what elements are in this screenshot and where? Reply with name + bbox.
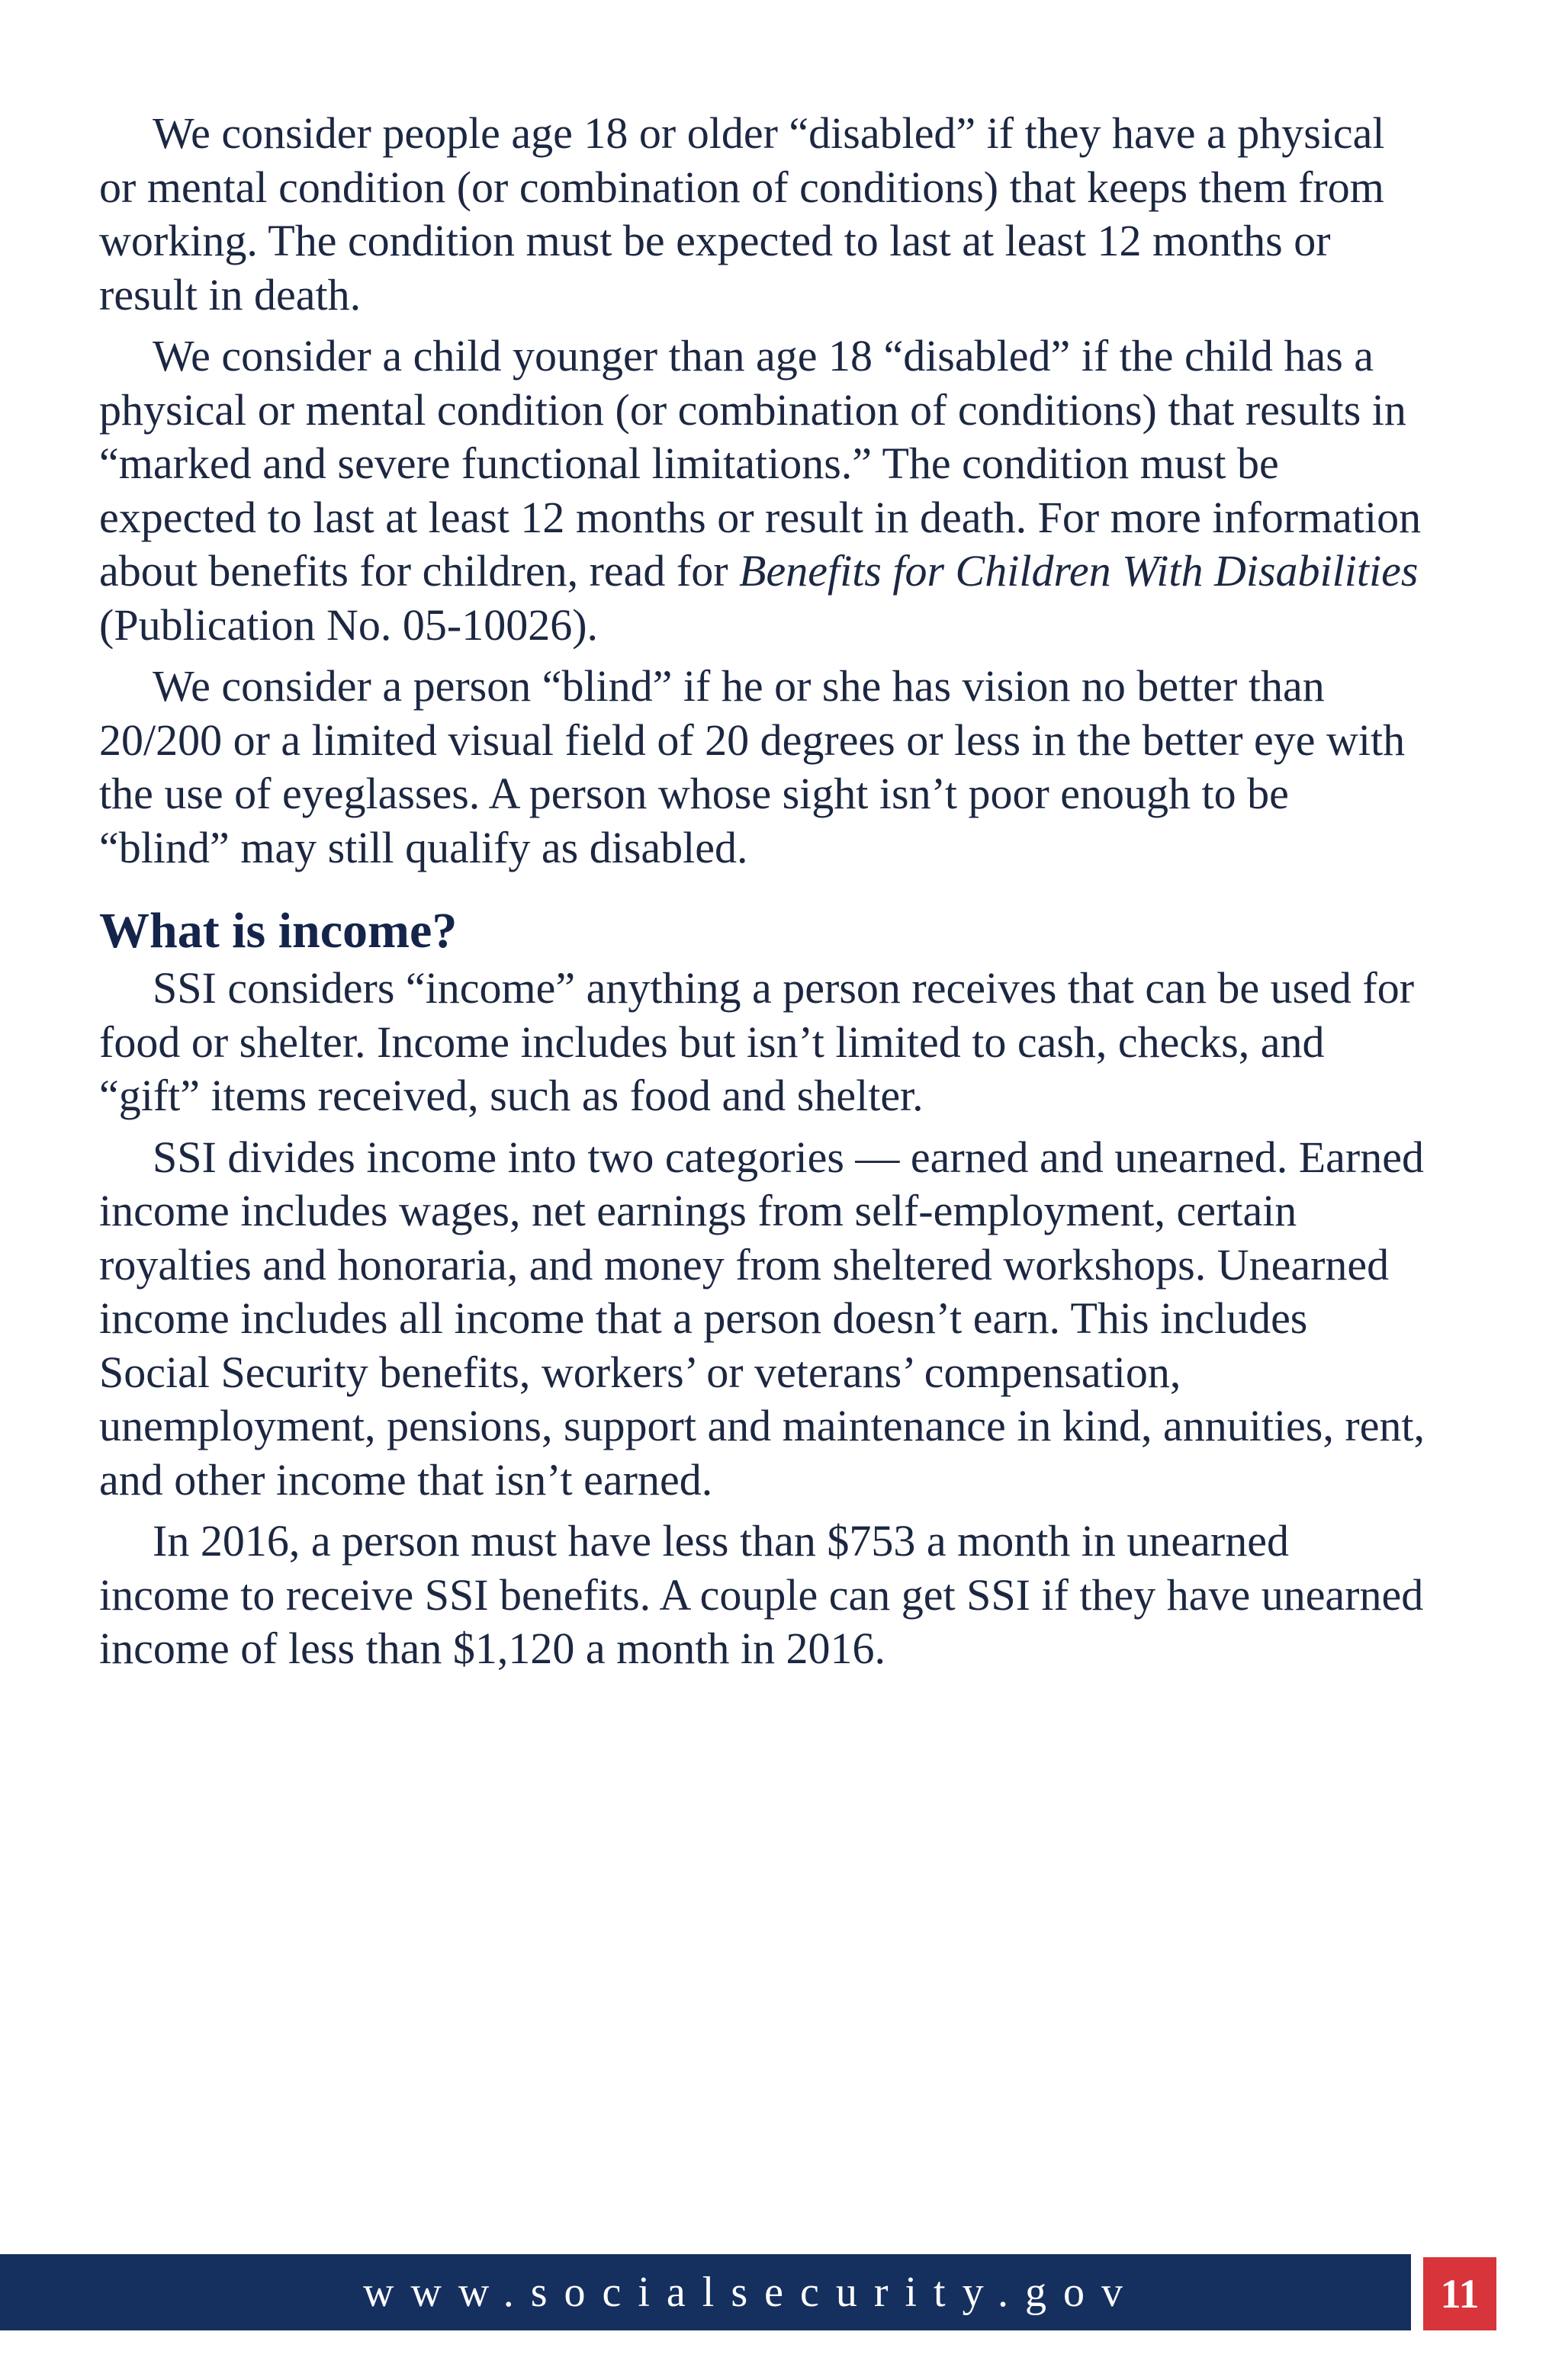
income-definition-paragraph: SSI considers “income” anything a person receives that can be used for food or shelter. Income includes but isn’t limited to cash, checks, and “gift” items received, such as food and shelter. [99, 963, 1415, 1120]
income-limits-paragraph: In 2016, a person must have less than $753 a month in unearned income to receive SSI benefits. A couple can get SSI if they have unearned income of less than $1,120 a month in 2016. [99, 1516, 1424, 1673]
income-categories-paragraph: SSI divides income into two categories — earned and unearned. Earned income includes wages, net earnings from self-employment, certain royalties and honoraria, and money from sheltered workshops. Unearned income includes all income that a person doesn’t earn. This includes Social Security benefits, workers’ or veterans’ compensation, unemployment, pensions, support and maintenance in kind, annuities, rent, and other income that isn’t earned. [99, 1132, 1425, 1505]
footer-bar [0, 2254, 1411, 2330]
blind-definition-paragraph: We consider a person “blind” if he or she has vision no better than 20/200 or a limited visual field of 20 degrees or less in the better eye with the use of eyeglasses. A person whose sight isn’t poor enough to be “blind” may still qualify as disabled. [99, 661, 1406, 872]
income-heading: What is income? [99, 903, 458, 959]
page-number: 11 [1423, 2257, 1496, 2330]
page-content [99, 107, 1426, 1684]
adult-disability-paragraph: We consider people age 18 or older “disabled” if they have a physical or mental condition (or combination of conditions) that keeps them from working. The condition must be expected to last at least 12 months or result in death. [99, 108, 1385, 320]
child-paragraph-text: We consider a child younger than age 18 “disabled” if the child has a physical or mental condition (or combination of conditions) that results in “marked and severe functional limitations.” The condition must be expected to last at least 12 months or result in death. For more information about benefits for children, read for [99, 331, 1422, 596]
child-disability-paragraph [99, 329, 1426, 652]
publication-title: Benefits for Children With Disabilities [739, 546, 1419, 596]
publication-number: (Publication No. 05-10026). [99, 599, 599, 650]
website-link[interactable]: www.socialsecurity.gov [363, 2269, 1139, 2316]
